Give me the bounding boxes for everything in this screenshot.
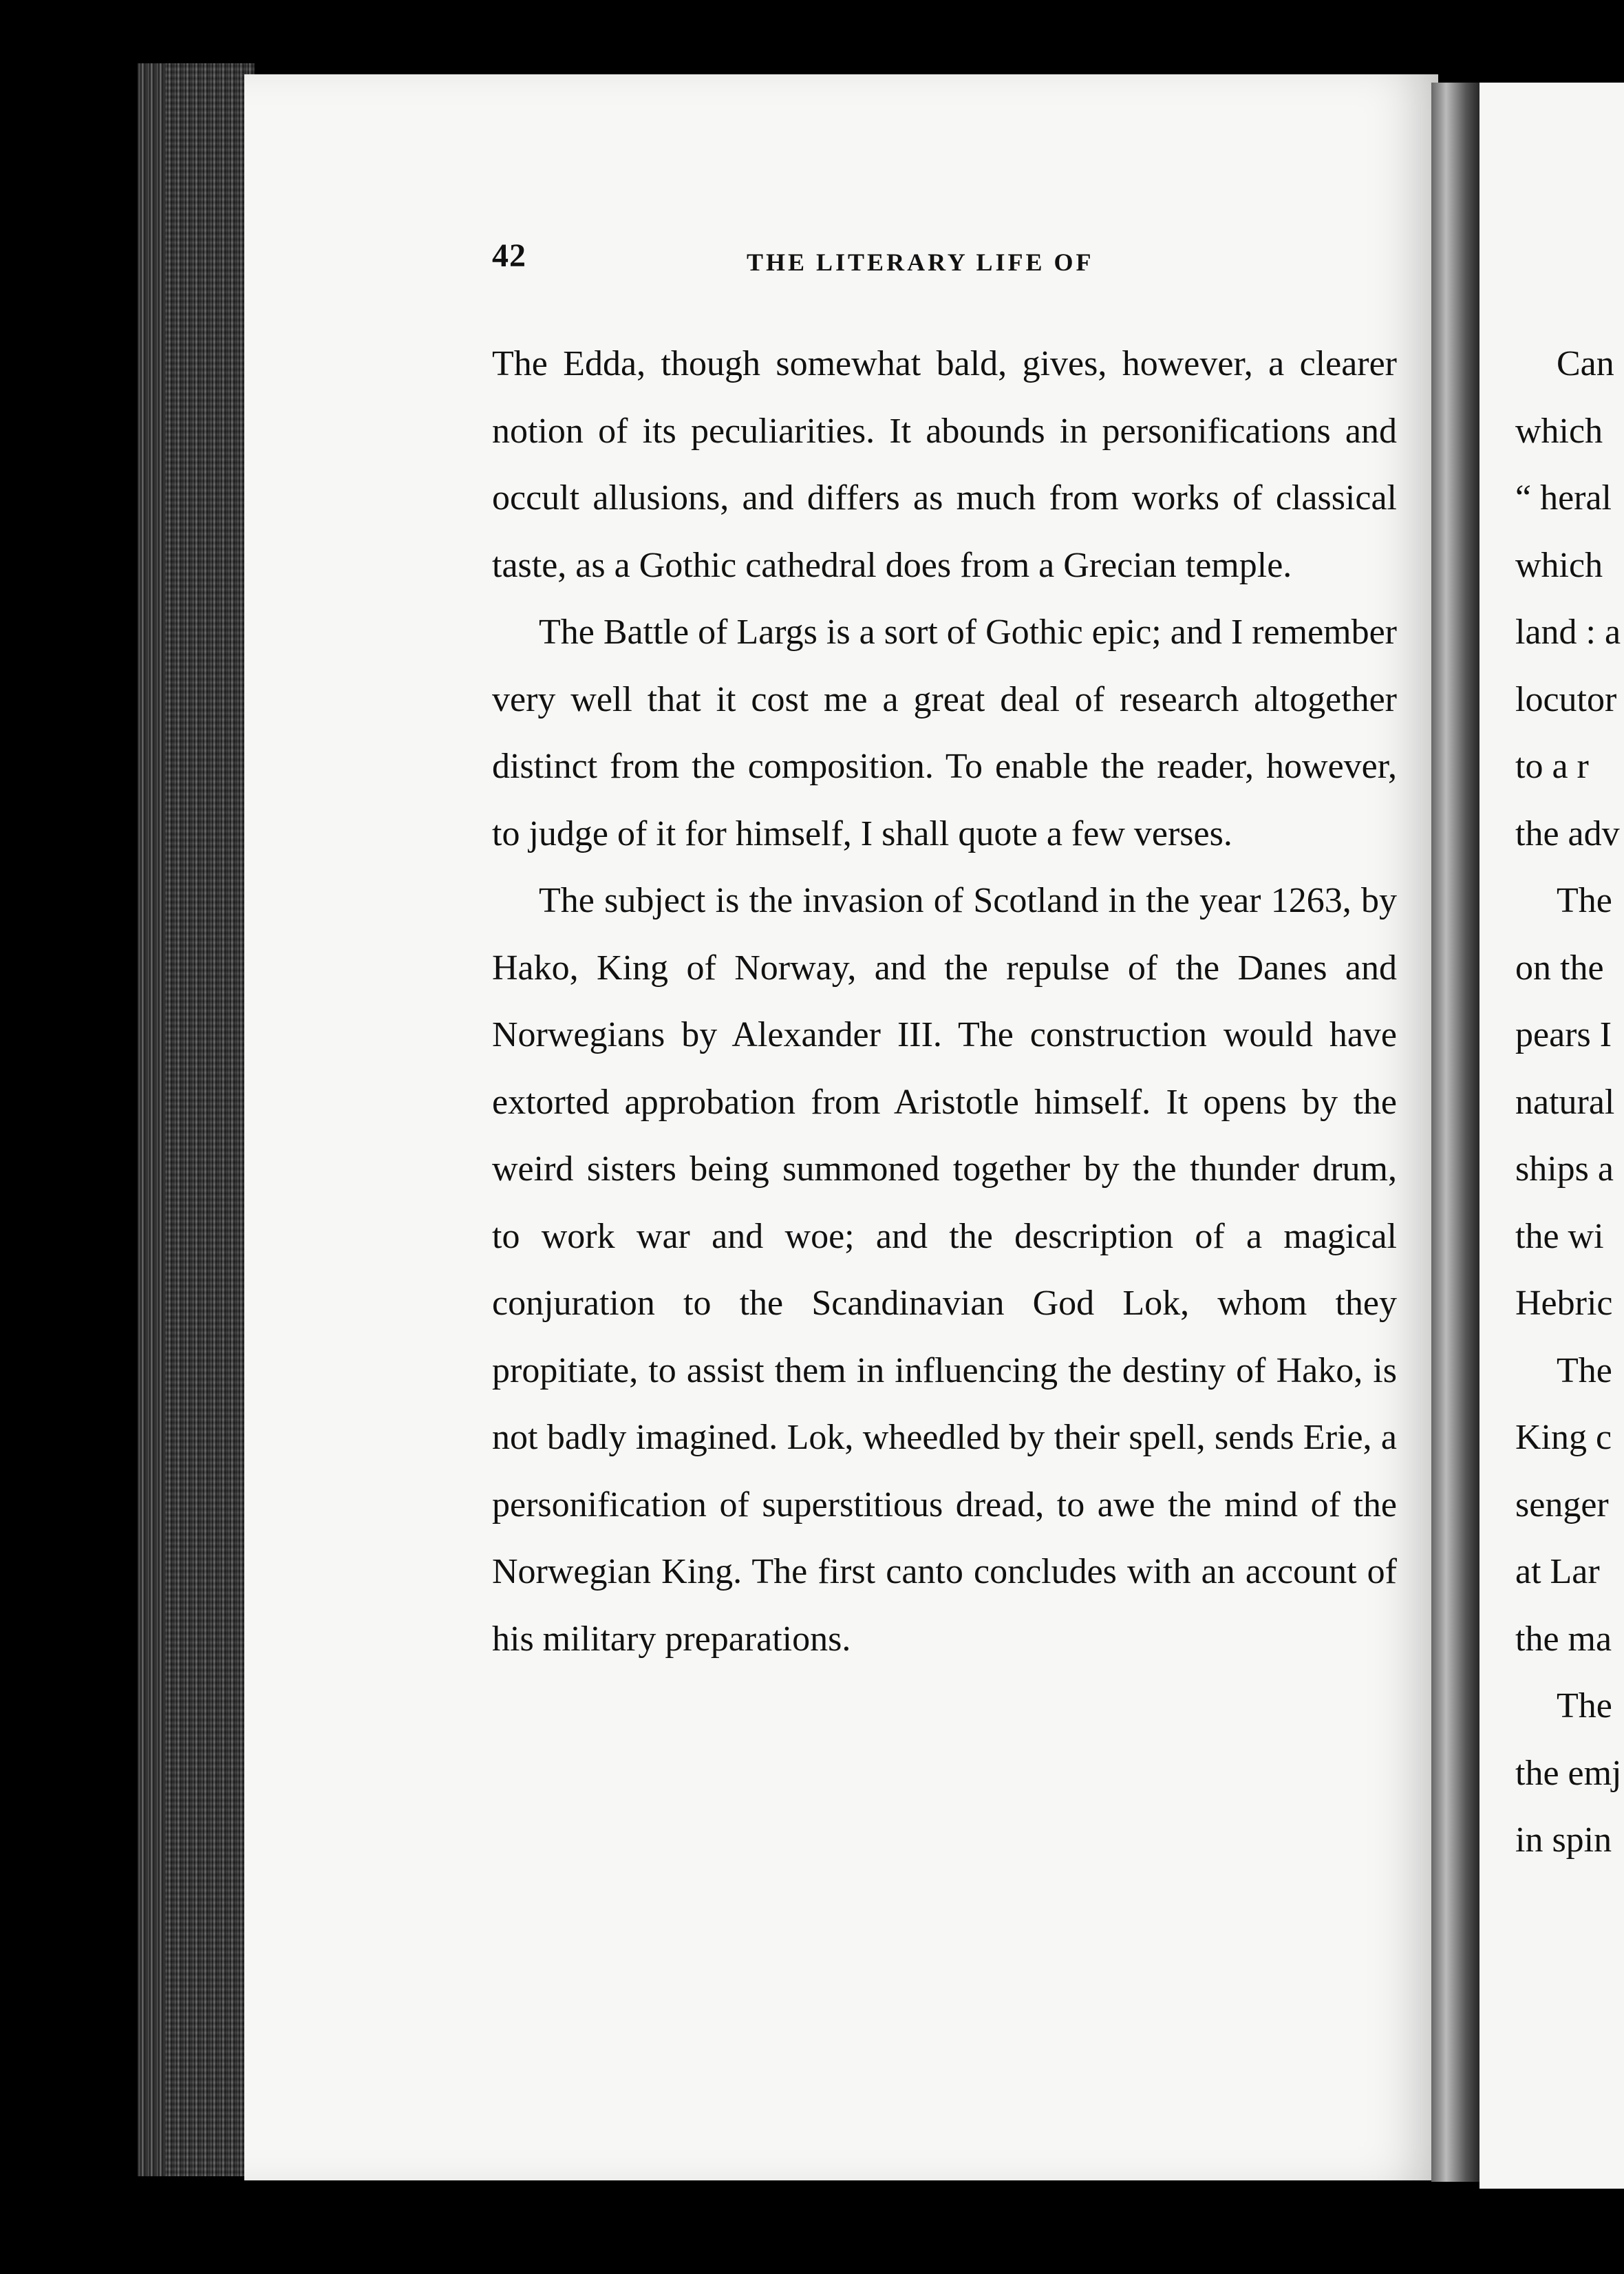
facing-line: The (1557, 881, 1612, 920)
paragraph: The Battle of Largs is a sort of Gothic epic; and I remember very well that it cost me a great deal of research altogether distinct from the composition. To enable the reader, however, to judge of it for himself, I shall quote a few verses. (492, 613, 1397, 853)
facing-line: senger (1515, 1485, 1609, 1524)
facing-line: Can (1557, 344, 1614, 383)
page-number: 42 (492, 237, 526, 274)
facing-line: The (1557, 1350, 1612, 1390)
facing-line: pears I (1515, 1015, 1612, 1054)
book-gutter (1431, 83, 1481, 2182)
facing-line: to a r (1515, 747, 1589, 786)
facing-line: the wi (1515, 1216, 1604, 1256)
facing-line: which (1515, 545, 1603, 585)
facing-line: which (1515, 411, 1603, 451)
facing-line: ships a (1515, 1149, 1614, 1189)
facing-line: natural (1515, 1082, 1615, 1122)
running-title: THE LITERARY LIFE OF (747, 248, 1094, 276)
facing-line: “ heral (1515, 478, 1612, 518)
paragraph: The subject is the invasion of Scotland in the year 1263, by Hako, King of Norway, and the repulse of the Danes and Norwegians by Alexander III. The construction would have extorted approbation from Aristotle himself. It opens by the weird sisters being summoned together by the thunder drum, to work war and woe; and the description of a magical conjuration to the Scandinavian God Lok, whom they propitiate, to assist them in influencing the destiny of Hako, is not badly imagined. Lok, wheedled by their spell, sends Erie, a personification of superstitious dread, to awe the mind of the Norwegian King. The first canto concludes with an account of his military preparations. (492, 881, 1397, 1659)
facing-line: Hebric (1515, 1284, 1613, 1323)
facing-line: The (1557, 1686, 1612, 1725)
facing-line: land : a (1515, 613, 1621, 652)
facing-line: King c (1515, 1418, 1612, 1457)
facing-line: locutor (1515, 679, 1617, 719)
facing-page-text (1515, 330, 1624, 1874)
facing-line: the ma (1515, 1619, 1612, 1659)
body-text (492, 330, 1397, 1672)
facing-line: the adv (1515, 814, 1620, 853)
paragraph: The Edda, though somewhat bald, gives, however, a clearer notion of its peculiarities. It abounds in personifications and occult allusions, and differs as much from works of classical taste, as a Gothic cathedral does from a Grecian temple. (492, 344, 1397, 585)
page-edges (138, 63, 255, 2176)
facing-line: in spin (1515, 1820, 1612, 1860)
facing-line: at Lar (1515, 1552, 1600, 1591)
facing-line: the emj (1515, 1753, 1622, 1793)
facing-line: on the (1515, 948, 1604, 988)
